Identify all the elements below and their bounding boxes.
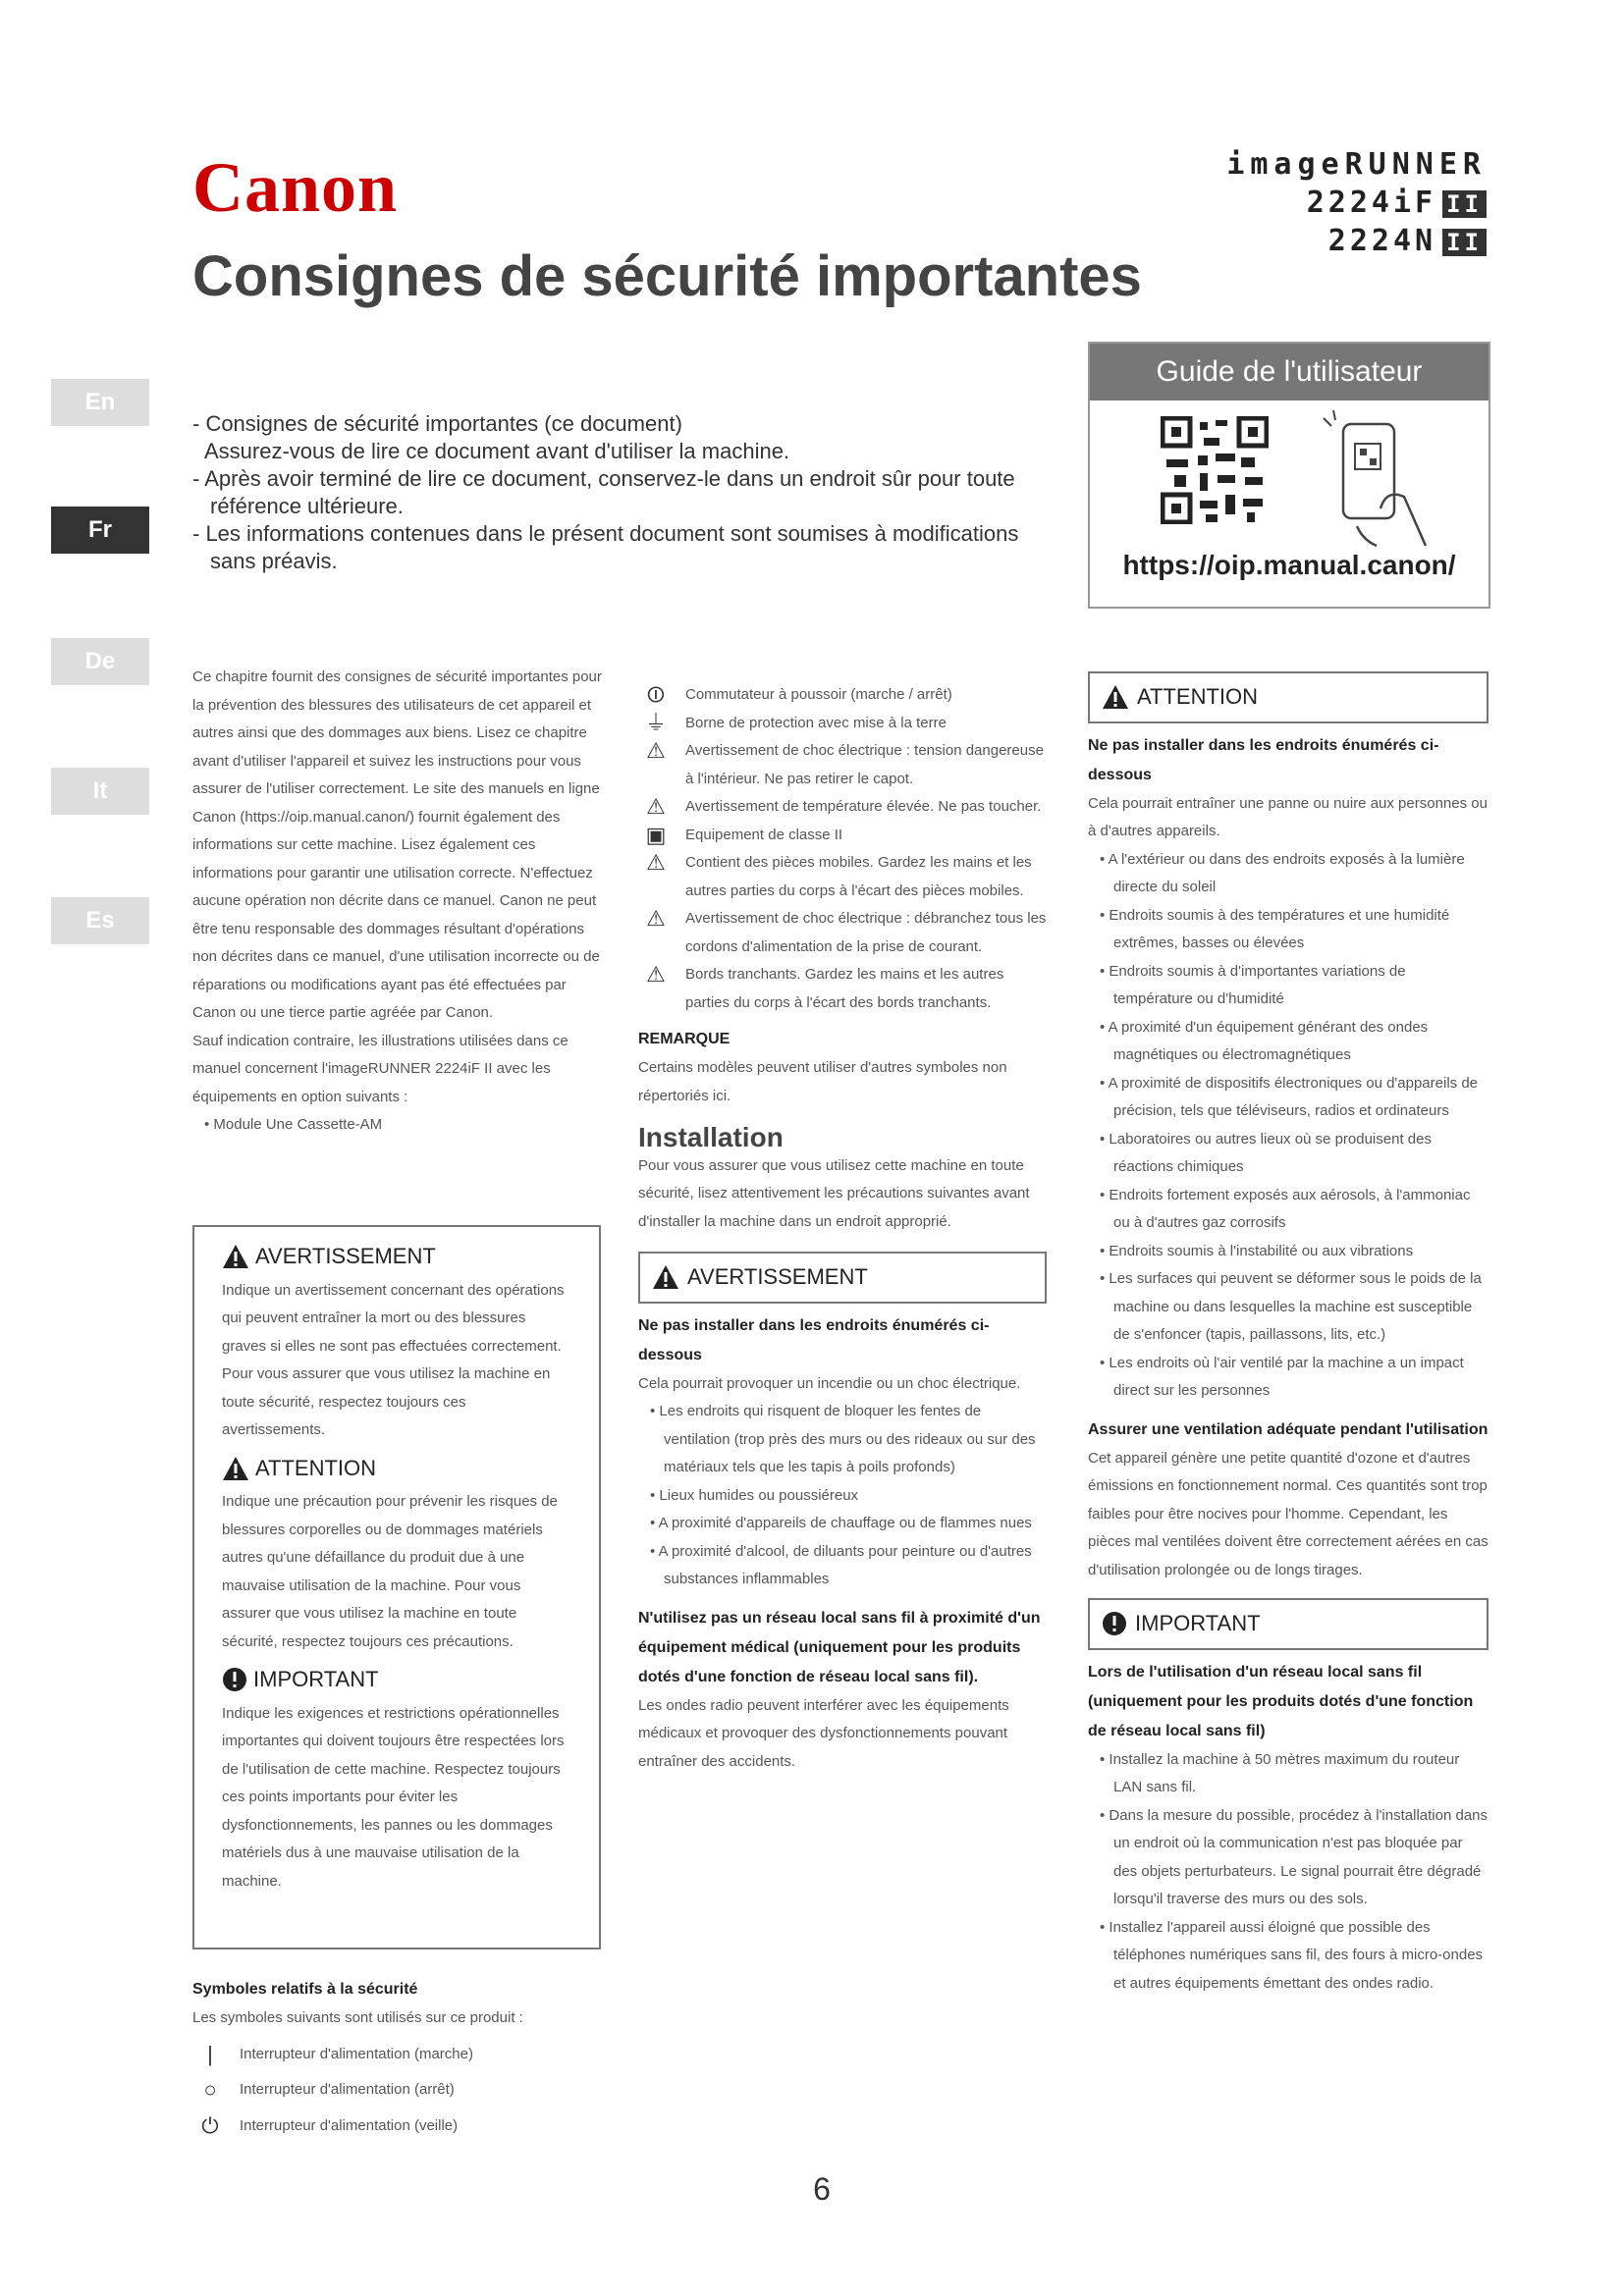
important-box-title: IMPORTANT xyxy=(1135,1611,1261,1635)
qr-code-icon xyxy=(1161,416,1269,524)
list-item: • Installez la machine à 50 mètres maximum du routeur LAN sans fil. xyxy=(1100,1750,1460,1795)
list-item: • A proximité d'alcool, de diluants pour peinture ou d'autres substances inflammables xyxy=(650,1542,1032,1587)
symbol-row: ▣ Equipement de classe II xyxy=(638,822,1047,850)
list-item: • Endroits soumis à des températures et une humidité extrêmes, basses ou élevées xyxy=(1100,906,1450,951)
list-item: • Laboratoires ou autres lieux où se produisent des réactions chimiques xyxy=(1100,1130,1432,1175)
list-item: • A proximité d'un équipement générant des ondes magnétiques ou électromagnétiques xyxy=(1100,1018,1429,1063)
warning-triangle-icon xyxy=(222,1244,249,1269)
list-item: • Les endroits où l'air ventilé par la machine a un impact direct sur les personnes xyxy=(1100,1354,1464,1399)
model-label xyxy=(1226,147,1487,258)
intro-item: - Consignes de sécurité importantes (ce document) xyxy=(192,411,682,436)
list-item: • A proximité de dispositifs électroniques ou d'appareils de précision, tels que téléviseurs, radios et ordinateurs xyxy=(1100,1074,1479,1119)
tab-lang-en[interactable]: En xyxy=(51,379,149,426)
user-guide-url[interactable]: https://oip.manual.canon/ xyxy=(1122,550,1456,580)
avertissement-box xyxy=(638,1252,1047,1304)
symbol-row: ⚠ Avertissement de température élevée. Ne pas toucher. xyxy=(638,793,1047,822)
avertissement-box-title: AVERTISSEMENT xyxy=(687,1264,868,1289)
attention-heading: ATTENTION xyxy=(222,1455,571,1483)
warning-text-1: Cela pourrait provoquer un incendie ou un choc électrique. xyxy=(638,1374,1021,1392)
canon-logo: Canon xyxy=(192,148,399,227)
caution-heading-1: Ne pas installer dans les endroits énumérés ci-dessous xyxy=(1088,736,1439,783)
installation-text: Pour vous assurer que vous utilisez cette machine en toute sécurité, lisez attentivement les précautions suivantes avant d'installer la machine dans un endroit approprié. xyxy=(638,1156,1030,1230)
model-badge-1: II xyxy=(1442,190,1487,218)
avertissement-heading: AVERTISSEMENT xyxy=(222,1243,571,1271)
important-circle-icon xyxy=(222,1667,247,1692)
page-number: 6 xyxy=(813,2171,831,2207)
intro-list xyxy=(192,410,1037,575)
column-2 xyxy=(638,681,1047,1776)
attention-box xyxy=(1088,671,1489,723)
important-box xyxy=(1088,1598,1489,1650)
power-on-icon: | xyxy=(207,2041,213,2066)
tab-lang-it[interactable]: It xyxy=(51,768,149,815)
class-ii-icon: ▣ xyxy=(645,822,667,847)
symbol-row: ⚠ Bords tranchants. Gardez les mains et les autres parties du corps à l'écart des bords tranchants. xyxy=(638,961,1047,1017)
list-item: • A proximité d'appareils de chauffage ou de flammes nues xyxy=(650,1515,1032,1531)
legend-box xyxy=(192,1225,601,1949)
installation-title: Installation xyxy=(638,1122,784,1152)
illustration-paragraph: Sauf indication contraire, les illustrations utilisées dans ce manuel concernent l'imageRUNNER 2224iF II avec les équipements en option suivants : xyxy=(192,1032,568,1105)
intro-paragraph: Ce chapitre fournit des consignes de sécurité importantes pour la prévention des blessures des utilisateurs de cet appareil et autres ainsi que des dommages aux biens. Lisez ce chapitre avant d'utiliser l'appareil et suivez les instructions pour vous assurer de l'utiliser correctement. Le site des manuels en ligne Canon (https://oip.manual.canon/) fournit également des informations sur cette machine. Lisez également ces informations pour garantir une utilisation correcte. N'effectuez aucune opération non décrite dans ce manuel. Canon ne peut être tenu responsable des dommages résultant d'opérations non décrites dans ce manuel, d'une utilisation incorrecte ou de réparations ou modifications ayant pas été effectuées par Canon ou une tierce partie agréée par Canon. xyxy=(192,668,602,1021)
list-item: • Installez l'appareil aussi éloigné que possible des téléphones numériques sans fil, des fours à micro-ondes et autres équipements émettant des ondes radio. xyxy=(1100,1918,1484,1992)
important-heading-3: Lors de l'utilisation d'un réseau local sans fil (uniquement pour les produits dotés d'une fonction de réseau local sans fil) xyxy=(1088,1663,1474,1739)
page-title: Consignes de sécurité importantes xyxy=(192,244,1142,308)
tab-lang-es[interactable]: Es xyxy=(51,897,149,944)
symbol-row: ⏚ Borne de protection avec mise à la terre xyxy=(638,710,1047,738)
caution-text-1: Cela pourrait entraîner une panne ou nuire aux personnes ou à d'autres appareils. xyxy=(1088,794,1488,839)
avertissement-text: Indique un avertissement concernant des opérations qui peuvent entraîner la mort ou des blessures graves si elles ne sont pas effectuées correctement. Pour vous assurer que vous utilisez la machine en toute sécurité, respectez toujours ces avertissements. xyxy=(222,1281,565,1438)
tab-lang-fr[interactable]: Fr xyxy=(51,507,149,554)
list-item: • Les endroits qui risquent de bloquer les fentes de ventilation (trop près des murs ou des rideaux ou sur des matériaux tels que les tapis à poils profonds) xyxy=(650,1403,1036,1475)
model-badge-2: II xyxy=(1442,229,1487,256)
ground-terminal-icon: ⏚ xyxy=(644,710,667,735)
list-item: • Les surfaces qui peuvent se déformer sous le poids de la machine ou dans lesquelles la machine est susceptible de s'enfoncer (tapis, paillassons, lits, etc.) xyxy=(1100,1270,1482,1343)
caution-heading-2: Assurer une ventilation adéquate pendant l'utilisation xyxy=(1088,1420,1489,1438)
column-1 xyxy=(192,664,605,1140)
moving-parts-icon: ⚠ xyxy=(646,850,666,875)
symbol-row: ⚠ Avertissement de choc électrique : débranchez tous les cordons d'alimentation de la prise de courant. xyxy=(638,905,1047,961)
push-switch-icon: ⏼ xyxy=(647,682,665,707)
warning-triangle-icon xyxy=(652,1264,679,1290)
power-off-icon: ○ xyxy=(203,2077,217,2102)
attention-text: Indique une précaution pour prévenir les risques de blessures corporelles ou de dommages matériels autres qu'une défaillance du produit due à une mauvaise utilisation de la machine. Pour vous assurer que vous utilisez la machine en toute sécurité, respectez toujours ces précautions. xyxy=(222,1493,558,1650)
list-item: • Endroits soumis à d'importantes variations de température ou d'humidité xyxy=(1100,962,1406,1007)
important-heading: IMPORTANT xyxy=(222,1666,571,1694)
remark-title: REMARQUE xyxy=(638,1031,731,1047)
symbol-row: ⚠ Contient des pièces mobiles. Gardez les mains et les autres parties du corps à l'écart des pièces mobiles. xyxy=(638,849,1047,905)
column-3 xyxy=(1088,671,1489,1998)
list-item: • A l'extérieur ou dans des endroits exposés à la lumière directe du soleil xyxy=(1100,850,1465,895)
warning-triangle-icon xyxy=(1102,684,1129,710)
symbol-row: ⏼ Commutateur à poussoir (marche / arrêt) xyxy=(638,681,1047,710)
safety-symbols-intro: Les symboles suivants sont utilisés sur ce produit : xyxy=(192,2009,523,2026)
symbol-row: ⚠ Avertissement de choc électrique : tension dangereuse à l'intérieur. Ne pas retirer le capot. xyxy=(638,737,1047,793)
power-standby-icon: ⏻ xyxy=(201,2112,219,2138)
intro-item: - Les informations contenues dans le présent document sont soumises à modifications sans préavis. xyxy=(192,521,1019,573)
intro-item: Assurez-vous de lire ce document avant d'utiliser la machine. xyxy=(204,439,790,463)
hot-surface-icon: ⚠ xyxy=(646,794,666,819)
caution-text-2: Cet appareil génère une petite quantité d'ozone et d'autres émissions en fonctionnement normal. Ces quantités sont trop faibles pour être nocives pour l'homme. Cependant, les pièces mal ventilées doivent être correctement aérées en cas d'utilisation prolongée ou de longs tirages. xyxy=(1088,1449,1489,1578)
safety-symbols-title: Symboles relatifs à la sécurité xyxy=(192,1981,418,1998)
safety-symbols-section xyxy=(192,1975,605,2140)
warning-triangle-icon xyxy=(222,1456,249,1481)
user-guide-title: Guide de l'utilisateur xyxy=(1090,344,1489,400)
option-item: • Module Une Cassette-AM xyxy=(204,1116,383,1133)
list-item: • Dans la mesure du possible, procédez à l'installation dans un endroit où la communication n'est pas bloquée par des objets perturbateurs. Le signal pourrait être dégradé lorsqu'il traverse des murs ou des sols. xyxy=(1100,1806,1489,1907)
important-text: Indique les exigences et restrictions opérationnelles importantes qui doivent toujours être respectées lors de l'utilisation de cette machine. Respectez toujours ces points importants pour éviter les dysfonctionnements, les pannes ou les dommages matériels dus à une mauvaise utilisation de la machine. xyxy=(222,1704,565,1890)
list-item: • Endroits fortement exposés aux aérosols, à l'ammoniac ou à d'autres gaz corrosifs xyxy=(1100,1186,1471,1231)
important-circle-icon xyxy=(1102,1611,1127,1636)
warning-heading-2: N'utilisez pas un réseau local sans fil à proximité d'un équipement médical (uniquement pour les produits dotés d'une fonction de réseau local sans fil). xyxy=(638,1609,1041,1685)
tab-lang-de[interactable]: De xyxy=(51,638,149,685)
unplug-icon: ⚠ xyxy=(646,906,666,931)
symbol-row: | Interrupteur d'alimentation (marche) xyxy=(192,2041,605,2069)
model-line1: 2224iF xyxy=(1306,186,1437,220)
electric-shock-icon: ⚠ xyxy=(646,738,666,763)
warning-text-2: Les ondes radio peuvent interférer avec les équipements médicaux et provoquer des dysfonctionnements pouvant entraîner des accidents. xyxy=(638,1696,1009,1770)
model-line2: 2224N xyxy=(1327,224,1437,258)
user-guide-box xyxy=(1088,342,1490,609)
remark-text: Certains modèles peuvent utiliser d'autres symboles non répertoriés ici. xyxy=(638,1059,1007,1104)
model-brand: imageRUNNER xyxy=(1226,147,1487,182)
warning-heading-1: Ne pas installer dans les endroits énumérés ci-dessous xyxy=(638,1316,990,1363)
phone-scan-icon xyxy=(1318,410,1435,548)
attention-box-title: ATTENTION xyxy=(1137,684,1259,709)
sharp-edges-icon: ⚠ xyxy=(646,962,666,987)
list-item: • Lieux humides ou poussiéreux xyxy=(650,1486,859,1504)
symbol-row: ○ Interrupteur d'alimentation (arrêt) xyxy=(192,2076,605,2105)
list-item: • Endroits soumis à l'instabilité ou aux vibrations xyxy=(1100,1242,1414,1259)
intro-item: - Après avoir terminé de lire ce document, conservez-le dans un endroit sûr pour toute référence ultérieure. xyxy=(192,466,1015,518)
symbol-row: ⏻ Interrupteur d'alimentation (veille) xyxy=(192,2112,605,2141)
